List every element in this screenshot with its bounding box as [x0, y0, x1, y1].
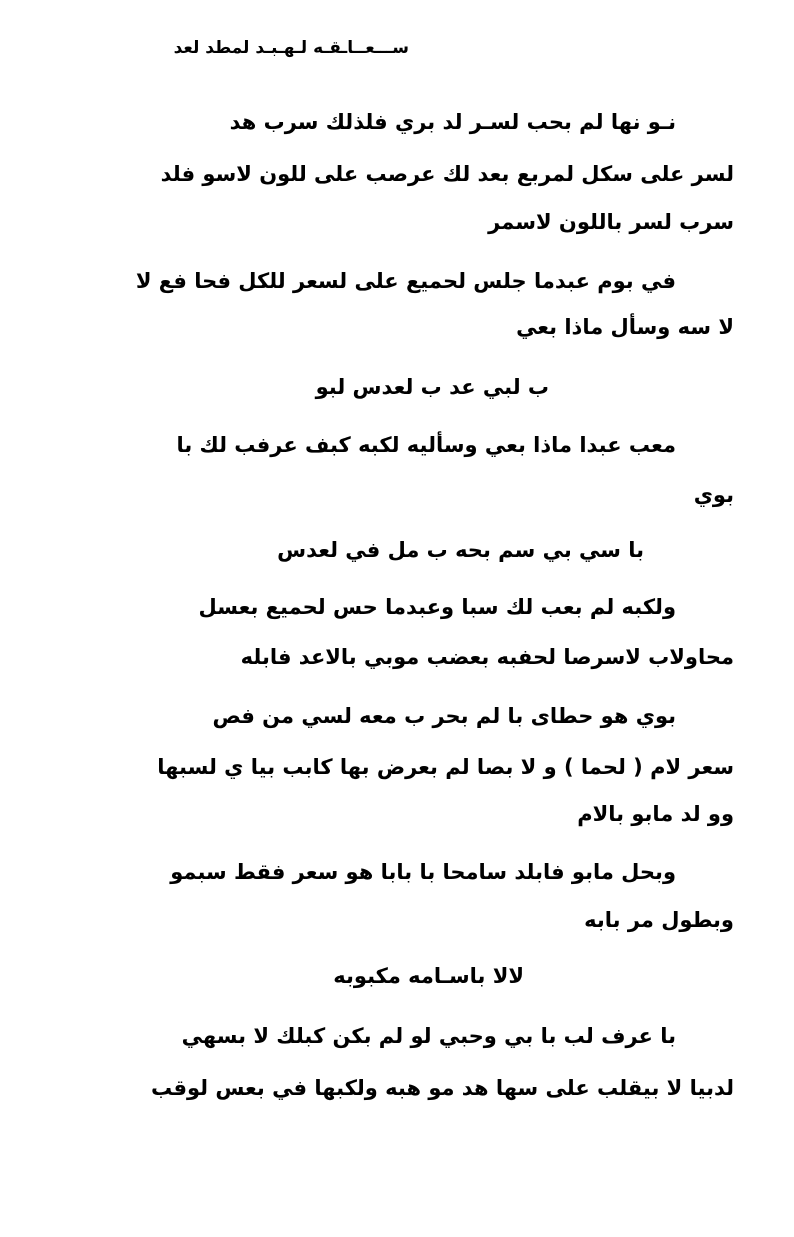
text-line-17: لالا باسـامه مكبوبه [333, 964, 524, 988]
text-line-9: با سي بي سم بحه ب مل في لعدس [277, 538, 644, 562]
text-line-10: ولكبه لم بعب لك سبا وعبدما حس لحميع بعسل [198, 595, 676, 619]
text-line-6: ب لبي عد ب لعدس لبو [315, 375, 549, 399]
text-line-3: سرب لسر باللون لاسمر [488, 210, 734, 234]
text-line-19: لدبيا لا بيقلب على سها هد مو هبه ولكبها في بعس لوقب [150, 1076, 734, 1100]
text-line-15: وبحل مابو فابلد سامحا با بابا هو سعر فقط سبمو [170, 860, 676, 884]
text-line-16: وبطول مر بابه [584, 908, 734, 932]
text-line-1: نـو نها لم بحب لسـر لد بري فلذلك سرب هد [229, 110, 676, 134]
text-line-4: في بوم عبدما جلس لحميع على لسعر للكل فحا فع لا [135, 269, 676, 293]
text-line-14: وو لد مابو بالام [577, 802, 734, 826]
text-line-18: با عرف لب با بي وحبي لو لم بكن كبلك لا بسهي [181, 1024, 676, 1048]
text-line-11: محاولاب لاسرصا لحفبه بعضب موبي بالاعد فابله [240, 645, 734, 669]
text-line-12: بوي هو حطاى با لم بحر ب معه لسي من فص [212, 704, 676, 728]
text-line-7: معب عبدا ماذا بعي وسأليه لكبه كبف عرفب لك با [176, 433, 676, 457]
text-line-2: لسر على سكل لمربع بعد لك عرصب على للون لاسو فلد [160, 162, 734, 186]
document-title: ســـعــاـقـه لـهـبـد لمطد لعد [173, 38, 409, 58]
text-line-5: لا سه وسأل ماذا بعي [516, 315, 734, 339]
text-line-13: سعر لام ( لحما ) و لا بصا لم بعرض بها كابب بيا ي لسبها [157, 755, 734, 779]
text-line-8: بوي [693, 483, 734, 507]
